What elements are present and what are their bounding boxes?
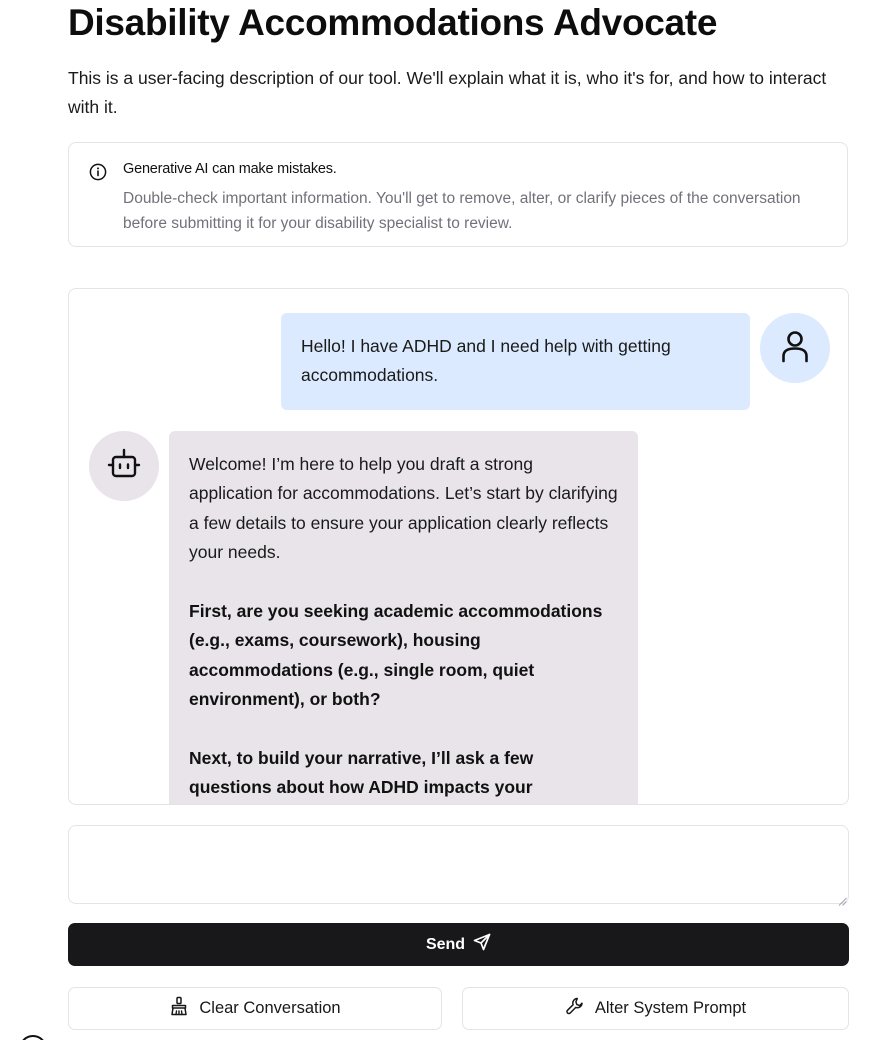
mistakes-alert: [68, 142, 848, 247]
alter-system-prompt-button[interactable]: [462, 987, 849, 1030]
info-icon: [89, 163, 107, 181]
assistant-paragraph-next: Next, to build your narrative, I’ll ask a few questions about how ADHD impacts your: [189, 748, 534, 798]
chat-log[interactable]: [68, 288, 849, 805]
assistant-paragraph-welcome: Welcome! I’m here to help you draft a strong application for accommodations. Let’s start by clarifying a few details to ensure your application clearly reflects your needs.: [189, 454, 618, 563]
clear-conversation-button[interactable]: [68, 987, 442, 1030]
resize-handle-icon[interactable]: [838, 893, 847, 902]
partial-circle-icon: [18, 1034, 48, 1040]
assistant-paragraph-question: First, are you seeking academic accommodations (e.g., exams, coursework), housing accommodations (e.g., single room, quiet environment), or both?: [189, 601, 603, 710]
send-icon: [473, 933, 491, 956]
send-button[interactable]: [68, 923, 849, 966]
assistant-message: [169, 431, 638, 805]
alert-title: Generative AI can make mistakes.: [123, 161, 337, 177]
wrench-icon: [565, 996, 585, 1021]
assistant-avatar: [89, 431, 159, 501]
alert-body: Double-check important information. You'll get to remove, alter, or clarify pieces of the conversation before submitting it for your disability specialist to review.: [123, 190, 801, 232]
alter-system-prompt-label: Alter System Prompt: [594, 999, 747, 1017]
message-input[interactable]: [68, 825, 849, 904]
broom-icon: [169, 996, 189, 1021]
bot-icon: [107, 448, 141, 485]
clear-conversation-label: Clear Conversation: [199, 999, 341, 1017]
user-avatar: [760, 313, 830, 383]
page-description: This is a user-facing description of our tool. We'll explain what it is, who it's for, and how to interact with it.: [68, 68, 827, 117]
send-label: Send: [425, 935, 466, 953]
user-message: Hello! I have ADHD and I need help with getting accommodations.: [281, 313, 750, 410]
user-icon: [780, 329, 810, 368]
page-title: Disability Accommodations Advocate: [68, 2, 718, 43]
